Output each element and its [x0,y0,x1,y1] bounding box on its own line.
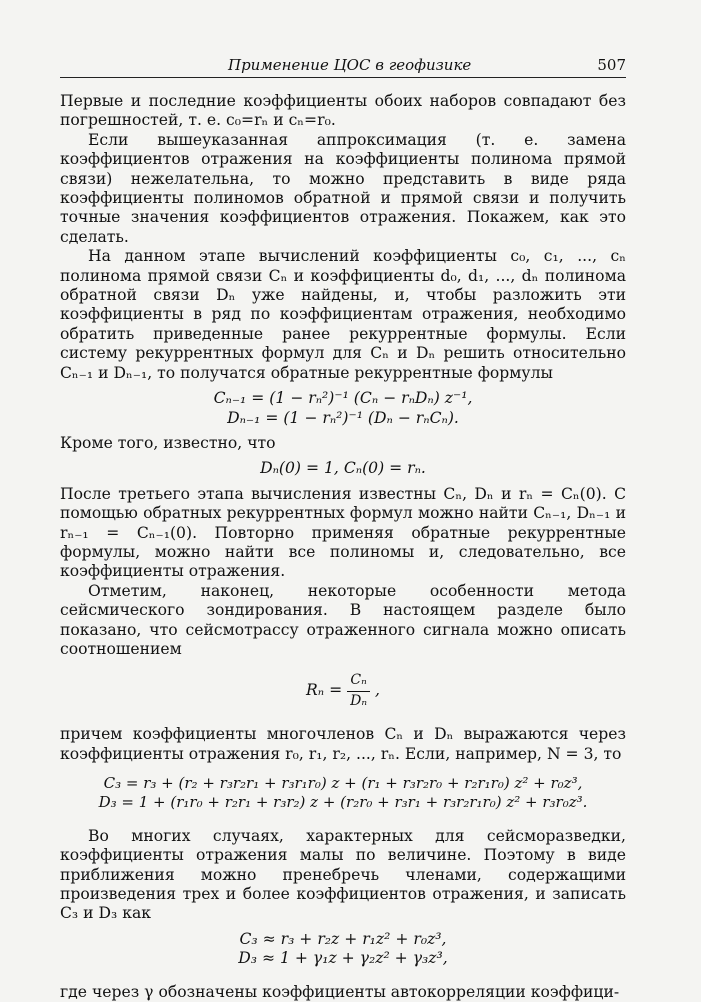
paragraph-5: После третьего этапа вычисления известны Cₙ, Dₙ и rₙ = Cₙ(0). С помощью обратных рекуррентных формул можно найти Cₙ₋₁, Dₙ₋₁ и rₙ₋₁ = Cₙ₋₁(0). Повторно применяя обратные рекуррентные формулы, можно найти все полиномы и, следовательно, все коэффициенты отражения. [60,484,626,581]
equation-line: Dₙ(0) = 1, Cₙ(0) = rₙ. [260,459,426,478]
equation-line: C₃ = r₃ + (r₂ + r₃r₂r₁ + r₃r₁r₀) z + (r₁ + r₃r₂r₀ + r₂r₁r₀) z² + r₀z³, [103,774,583,792]
paragraph-7: причем коэффициенты многочленов Cₙ и Dₙ выражаются через коэффициенты отражения r₀, r₁, r₂, ..., rₙ. Если, например, N = 3, то [60,725,626,763]
running-header [60,55,626,78]
fraction-numerator: Cₙ [347,671,369,691]
paragraph-8: Во многих случаях, характерных для сейсморазведки, коэффициенты отражения малы по величине. Поэтому в виде приближения можно пренебречь членами, содержащими произведения трех и более коэффициентов отражения, и записать C₃ и D₃ как [60,826,626,923]
paragraph-6: Отметим, наконец, некоторые особенности метода сейсмического зондирования. В настоящем разделе было показано, что сейсмотрассу отраженного сигнала можно описать соотношением [60,581,626,658]
paragraph-1: Первые и последние коэффициенты обоих наборов совпадают без погрешностей, т. е. c₀=rₙ и cₙ=r₀. [60,92,626,130]
equation-c3-d3 [60,774,626,813]
equation-inverse-recurrence [60,389,626,428]
equation-seismogram [60,671,626,711]
equation-line: C₃ ≈ r₃ + r₂z + r₁z² + r₀z³, [239,929,447,948]
equation-line: Cₙ₋₁ = (1 − rₙ²)⁻¹ (Cₙ − rₙDₙ) z⁻¹, [213,389,473,408]
equation-lhs: Rₙ = [306,681,343,700]
fraction-denominator: Dₙ [350,692,368,709]
text-body [60,92,626,1002]
equation-initial-values [60,459,626,478]
equation-approximation [60,930,626,969]
paragraph-9: где через γ обозначены коэффициенты автокорреляции коэффици- [60,982,620,1001]
page-number: 507 [597,56,626,74]
running-title: Применение ЦОС в геофизике [228,56,472,74]
paragraph-2: Если вышеуказанная аппроксимация (т. е. замена коэффициентов отражения на коэффициенты полинома прямой связи) нежелательна, то можно представить в виде ряда коэффициенты полиномов обратной и прямой связи и получить точные значения коэффициентов отражения. Покажем, как это сделать. [60,130,626,246]
equation-line: D₃ = 1 + (r₁r₀ + r₂r₁ + r₃r₂) z + (r₂r₀ + r₃r₁ + r₃r₂r₁r₀) z² + r₃r₀z³. [98,793,588,812]
equation-fraction [347,671,370,711]
paragraph-4: Кроме того, известно, что [60,433,276,452]
equation-line: Dₙ₋₁ = (1 − rₙ²)⁻¹ (Dₙ − rₙCₙ). [227,408,459,427]
equation-tail: , [374,681,380,700]
equation-line: D₃ ≈ 1 + γ₁z + γ₂z² + γ₃z³, [238,949,448,968]
paragraph-3: На данном этапе вычислений коэффициенты c₀, c₁, ..., cₙ полинома прямой связи Cₙ и коэффициенты d₀, d₁, ..., dₙ полинома обратной связи Dₙ уже найдены, и, чтобы разложить эти коэффициенты в ряд по коэффициентам отражения, необходимо обратить приведенные ранее рекуррентные формулы. Если систему рекуррентных формул для Cₙ и Dₙ решить относительно Cₙ₋₁ и Dₙ₋₁, то получатся обратные рекуррентные формулы [60,247,626,382]
